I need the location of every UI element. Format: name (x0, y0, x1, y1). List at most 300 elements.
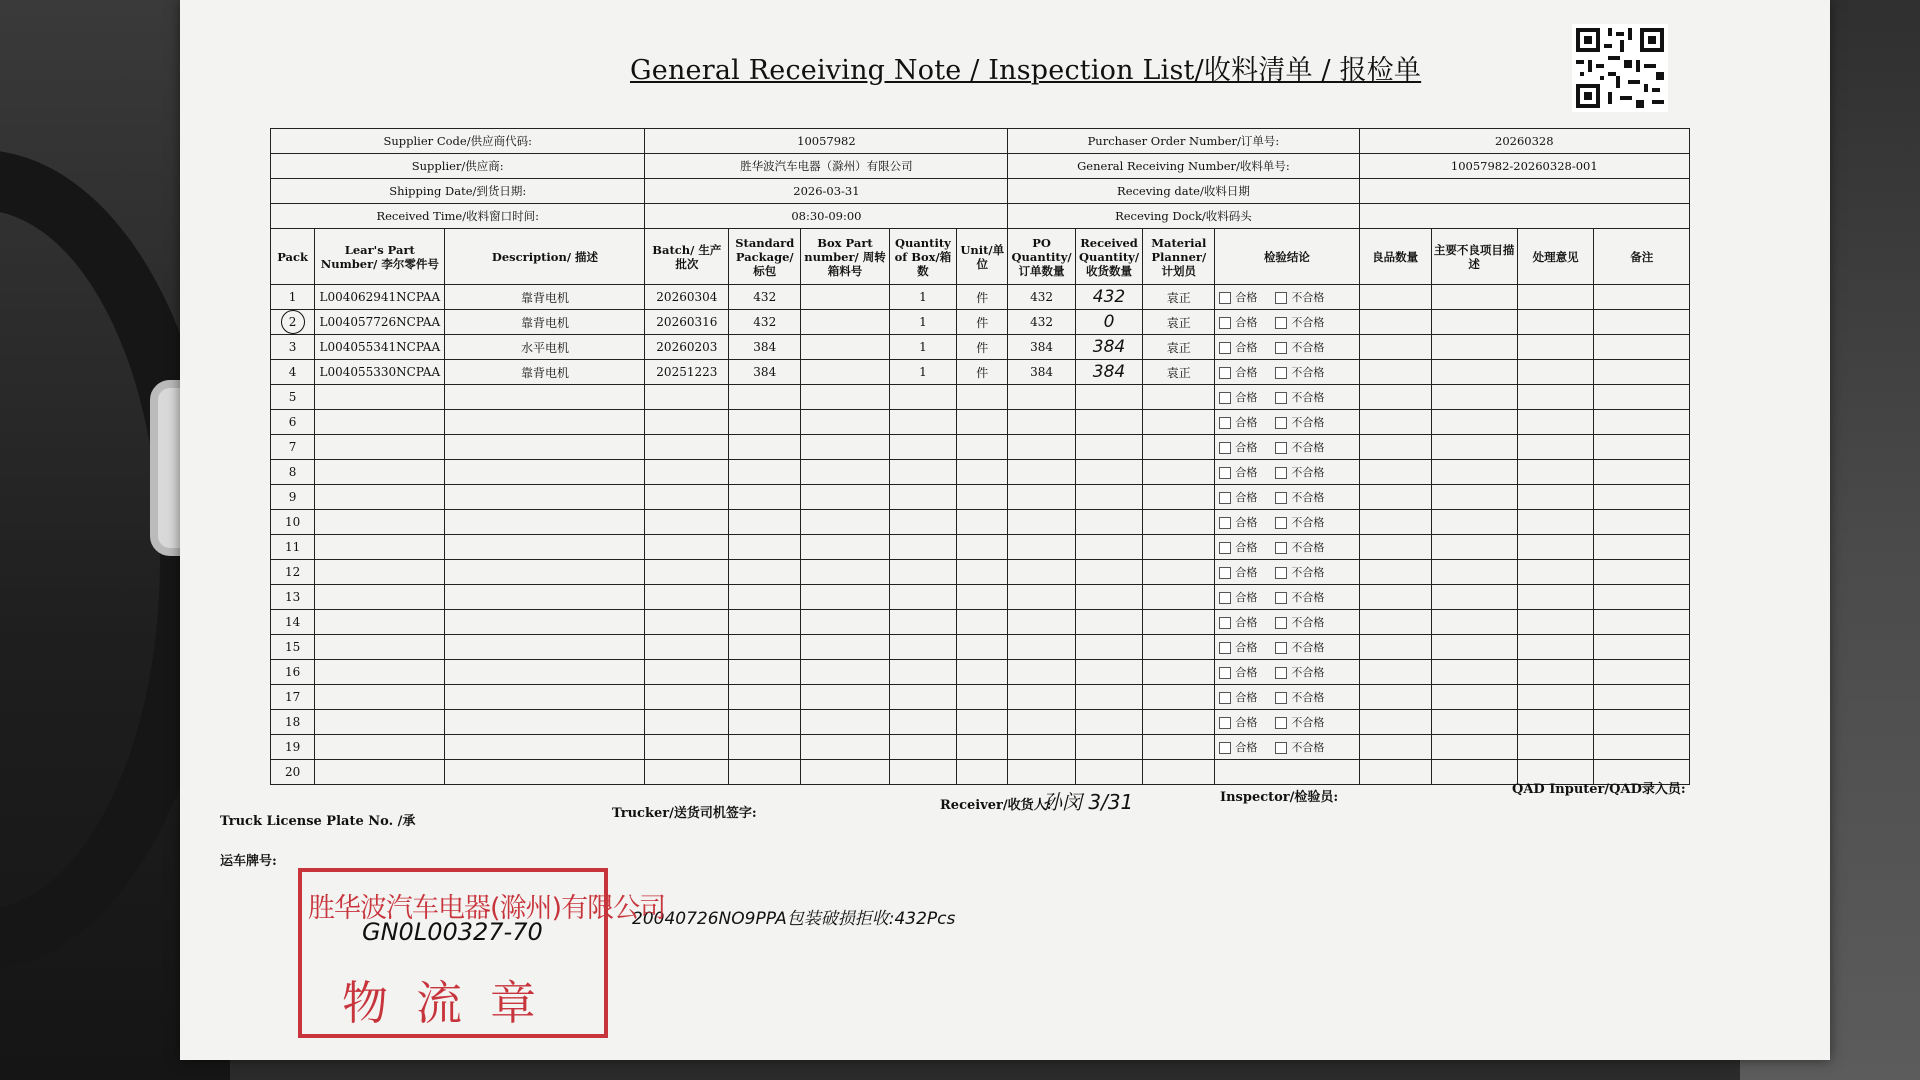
po-number-label: Purchaser Order Number/订单号: (1008, 129, 1359, 154)
good-qty-cell (1359, 335, 1431, 360)
received-qty-cell (1075, 610, 1142, 635)
part-number-cell (315, 485, 445, 510)
unit-cell: 件 (957, 360, 1008, 385)
fail-checkbox-label: 不合格 (1291, 716, 1325, 729)
disposition-cell (1517, 485, 1594, 510)
std-package-cell (729, 485, 801, 510)
part-number-cell (315, 535, 445, 560)
fail-checkbox[interactable] (1275, 492, 1287, 504)
receiver-label: Receiver/收货人: (940, 798, 1052, 813)
box-part-cell (801, 435, 889, 460)
remarks-cell (1594, 435, 1690, 460)
planner-cell (1143, 635, 1215, 660)
received-qty-cell (1075, 285, 1142, 310)
inspection-result-cell (1215, 485, 1359, 510)
pack-cell: 11 (271, 535, 315, 560)
planner-cell (1143, 410, 1215, 435)
header-row-received-time (271, 204, 1690, 229)
defect-desc-cell (1431, 585, 1517, 610)
unit-cell (957, 385, 1008, 410)
std-package-cell: 384 (729, 335, 801, 360)
column-header-row (271, 229, 1690, 285)
qty-of-box-cell (889, 685, 956, 710)
planner-cell (1143, 710, 1215, 735)
good-qty-cell (1359, 610, 1431, 635)
disposition-cell (1517, 735, 1594, 760)
handwritten-note: 20040726NO9PPA包装破损拒收:432Pcs (632, 909, 956, 929)
inspection-result-cell (1215, 335, 1359, 360)
planner-cell (1143, 385, 1215, 410)
fail-checkbox[interactable] (1275, 542, 1287, 554)
planner-cell (1143, 585, 1215, 610)
pass-checkbox-label: 合格 (1235, 516, 1258, 529)
qty-of-box-cell (889, 735, 956, 760)
disposition-cell (1517, 335, 1594, 360)
planner-cell: 袁正 (1143, 310, 1215, 335)
box-part-cell (801, 310, 889, 335)
po-qty-cell (1008, 485, 1075, 510)
good-qty-cell (1359, 460, 1431, 485)
table-row (271, 735, 1690, 760)
pass-checkbox[interactable] (1219, 567, 1231, 579)
table-row (271, 410, 1690, 435)
std-package-cell (729, 460, 801, 485)
po-qty-cell (1008, 735, 1075, 760)
planner-cell (1143, 535, 1215, 560)
part-number-cell (315, 585, 445, 610)
disposition-cell (1517, 535, 1594, 560)
received-qty-cell (1075, 560, 1142, 585)
unit-cell (957, 435, 1008, 460)
fail-checkbox[interactable] (1275, 692, 1287, 704)
pass-checkbox[interactable] (1219, 417, 1231, 429)
box-part-cell (801, 760, 889, 785)
receiving-dock-label: Receving Dock/收料码头 (1008, 204, 1359, 229)
received-qty-cell (1075, 460, 1142, 485)
good-qty-cell (1359, 510, 1431, 535)
pack-cell: 1 (271, 285, 315, 310)
description-cell: 靠背电机 (445, 285, 645, 310)
std-package-cell (729, 660, 801, 685)
planner-cell (1143, 610, 1215, 635)
qty-of-box-cell (889, 510, 956, 535)
fail-checkbox[interactable] (1275, 467, 1287, 479)
received-qty-cell (1075, 660, 1142, 685)
pass-checkbox[interactable] (1219, 292, 1231, 304)
grn-value: 10057982-20260328-001 (1359, 154, 1689, 179)
fail-checkbox[interactable] (1275, 342, 1287, 354)
col-batch: Batch/ 生产批次 (645, 229, 729, 285)
good-qty-cell (1359, 585, 1431, 610)
part-number-cell (315, 735, 445, 760)
qty-of-box-cell: 1 (889, 335, 956, 360)
col-pack: Pack (271, 229, 315, 285)
po-qty-cell (1008, 410, 1075, 435)
received-qty-cell (1075, 510, 1142, 535)
table-row (271, 435, 1690, 460)
remarks-cell (1594, 610, 1690, 635)
pack-cell: 5 (271, 385, 315, 410)
batch-cell (645, 760, 729, 785)
po-qty-cell: 384 (1008, 360, 1075, 385)
pass-checkbox[interactable] (1219, 367, 1231, 379)
batch-cell (645, 535, 729, 560)
pass-checkbox-label: 合格 (1235, 666, 1258, 679)
stamp-handwritten-note: GN0L00327-70 (362, 918, 543, 946)
disposition-cell (1517, 460, 1594, 485)
defect-desc-cell (1431, 510, 1517, 535)
unit-cell (957, 410, 1008, 435)
col-po-qty: PO Quantity/ 订单数量 (1008, 229, 1075, 285)
pack-cell: 14 (271, 610, 315, 635)
unit-cell: 件 (957, 310, 1008, 335)
std-package-cell (729, 685, 801, 710)
pass-checkbox[interactable] (1219, 317, 1231, 329)
pass-checkbox[interactable] (1219, 717, 1231, 729)
box-part-cell (801, 735, 889, 760)
fail-checkbox-label: 不合格 (1291, 516, 1325, 529)
inspection-result-cell (1215, 635, 1359, 660)
po-qty-cell (1008, 610, 1075, 635)
pack-cell: 13 (271, 585, 315, 610)
std-package-cell (729, 510, 801, 535)
received-time-label: Received Time/收料窗口时间: (271, 204, 645, 229)
fail-checkbox[interactable] (1275, 517, 1287, 529)
inspection-result-cell (1215, 585, 1359, 610)
po-qty-cell (1008, 760, 1075, 785)
fail-checkbox[interactable] (1275, 717, 1287, 729)
received-qty-cell (1075, 435, 1142, 460)
batch-cell: 20260304 (645, 285, 729, 310)
box-part-cell (801, 410, 889, 435)
fail-checkbox-label: 不合格 (1291, 441, 1325, 454)
fail-checkbox-label: 不合格 (1291, 466, 1325, 479)
logistics-stamp (298, 868, 666, 1038)
pass-checkbox-label: 合格 (1235, 541, 1258, 554)
defect-desc-cell (1431, 535, 1517, 560)
fail-checkbox[interactable] (1275, 742, 1287, 754)
unit-cell: 件 (957, 335, 1008, 360)
handwritten-received-qty: 0 (1103, 312, 1115, 332)
fail-checkbox-label: 不合格 (1291, 541, 1325, 554)
description-cell (445, 460, 645, 485)
po-qty-cell (1008, 635, 1075, 660)
planner-cell: 袁正 (1143, 360, 1215, 385)
part-number-cell: L004057726NCPAA (315, 310, 445, 335)
good-qty-cell (1359, 360, 1431, 385)
inspection-result-cell (1215, 660, 1359, 685)
description-cell (445, 510, 645, 535)
fail-checkbox[interactable] (1275, 642, 1287, 654)
header-row-shipping-date (271, 179, 1690, 204)
po-qty-cell: 384 (1008, 335, 1075, 360)
unit-cell (957, 735, 1008, 760)
unit-cell (957, 710, 1008, 735)
remarks-cell (1594, 285, 1690, 310)
defect-desc-cell (1431, 760, 1517, 785)
remarks-cell (1594, 735, 1690, 760)
table-row (271, 460, 1690, 485)
unit-cell (957, 635, 1008, 660)
po-qty-cell (1008, 385, 1075, 410)
remarks-cell (1594, 460, 1690, 485)
pass-checkbox[interactable] (1219, 492, 1231, 504)
pack-cell: 17 (271, 685, 315, 710)
std-package-cell: 432 (729, 310, 801, 335)
fail-checkbox-label: 不合格 (1291, 591, 1325, 604)
box-part-cell (801, 385, 889, 410)
supplier-label: Supplier/供应商: (271, 154, 645, 179)
defect-desc-cell (1431, 360, 1517, 385)
po-qty-cell (1008, 510, 1075, 535)
receiving-date-value (1359, 179, 1689, 204)
box-part-cell (801, 610, 889, 635)
std-package-cell (729, 610, 801, 635)
box-part-cell (801, 485, 889, 510)
disposition-cell (1517, 385, 1594, 410)
stamp-label: 物流章 (342, 976, 564, 1030)
defect-desc-cell (1431, 385, 1517, 410)
box-part-cell (801, 660, 889, 685)
pass-checkbox[interactable] (1219, 342, 1231, 354)
description-cell (445, 760, 645, 785)
std-package-cell (729, 735, 801, 760)
box-part-cell (801, 710, 889, 735)
inspection-result-cell (1215, 410, 1359, 435)
std-package-cell (729, 410, 801, 435)
fail-checkbox[interactable] (1275, 392, 1287, 404)
fail-checkbox-label: 不合格 (1291, 566, 1325, 579)
po-qty-cell (1008, 585, 1075, 610)
po-qty-cell (1008, 535, 1075, 560)
good-qty-cell (1359, 385, 1431, 410)
box-part-cell (801, 535, 889, 560)
qty-of-box-cell (889, 460, 956, 485)
unit-cell (957, 685, 1008, 710)
pass-checkbox[interactable] (1219, 442, 1231, 454)
planner-cell (1143, 760, 1215, 785)
receiving-table (270, 128, 1690, 785)
pass-checkbox[interactable] (1219, 542, 1231, 554)
pass-checkbox[interactable] (1219, 517, 1231, 529)
fail-checkbox-label: 不合格 (1291, 491, 1325, 504)
pass-checkbox-label: 合格 (1235, 291, 1258, 304)
po-qty-cell (1008, 660, 1075, 685)
pass-checkbox[interactable] (1219, 692, 1231, 704)
pass-checkbox-label: 合格 (1235, 591, 1258, 604)
unit-cell (957, 485, 1008, 510)
disposition-cell (1517, 635, 1594, 660)
col-box-part: Box Part number/ 周转箱料号 (801, 229, 889, 285)
part-number-cell: L004055341NCPAA (315, 335, 445, 360)
po-number-value: 20260328 (1359, 129, 1689, 154)
pack-cell: 15 (271, 635, 315, 660)
planner-cell (1143, 510, 1215, 535)
pass-checkbox[interactable] (1219, 617, 1231, 629)
qad-label: QAD Inputer/QAD录入员: (1512, 782, 1686, 797)
part-number-cell (315, 660, 445, 685)
planner-cell (1143, 460, 1215, 485)
pass-checkbox[interactable] (1219, 392, 1231, 404)
good-qty-cell (1359, 535, 1431, 560)
unit-cell (957, 610, 1008, 635)
box-part-cell (801, 285, 889, 310)
po-qty-cell (1008, 685, 1075, 710)
std-package-cell (729, 385, 801, 410)
grn-label: General Receiving Number/收料单号: (1008, 154, 1359, 179)
qty-of-box-cell (889, 585, 956, 610)
table-row (271, 310, 1690, 335)
trucker-label: Trucker/送货司机签字: (612, 806, 757, 821)
defect-desc-cell (1431, 485, 1517, 510)
pack-cell: 8 (271, 460, 315, 485)
table-row (271, 510, 1690, 535)
qty-of-box-cell (889, 660, 956, 685)
planner-cell: 袁正 (1143, 285, 1215, 310)
planner-cell (1143, 735, 1215, 760)
col-inspection-result: 检验结论 (1215, 229, 1359, 285)
description-cell (445, 535, 645, 560)
received-qty-cell (1075, 760, 1142, 785)
batch-cell (645, 635, 729, 660)
fail-checkbox[interactable] (1275, 417, 1287, 429)
remarks-cell (1594, 710, 1690, 735)
table-row (271, 585, 1690, 610)
truck-label: Truck License Plate No. /承 (220, 814, 416, 829)
receiving-date-label: Receving date/收料日期 (1008, 179, 1359, 204)
fail-checkbox[interactable] (1275, 442, 1287, 454)
receiving-note-paper (180, 0, 1830, 1060)
pass-checkbox[interactable] (1219, 592, 1231, 604)
pass-checkbox-label: 合格 (1235, 691, 1258, 704)
unit-cell (957, 560, 1008, 585)
fail-checkbox[interactable] (1275, 617, 1287, 629)
batch-cell (645, 510, 729, 535)
col-planner: Material Planner/ 计划员 (1143, 229, 1215, 285)
received-qty-cell (1075, 710, 1142, 735)
inspector-label: Inspector/检验员: (1220, 790, 1339, 805)
fail-checkbox[interactable] (1275, 367, 1287, 379)
box-part-cell (801, 585, 889, 610)
planner-cell (1143, 560, 1215, 585)
col-disposition: 处理意见 (1517, 229, 1594, 285)
batch-cell (645, 585, 729, 610)
fail-checkbox-label: 不合格 (1291, 416, 1325, 429)
remarks-cell (1594, 335, 1690, 360)
std-package-cell: 384 (729, 360, 801, 385)
good-qty-cell (1359, 435, 1431, 460)
defect-desc-cell (1431, 635, 1517, 660)
remarks-cell (1594, 560, 1690, 585)
pass-checkbox[interactable] (1219, 467, 1231, 479)
pack-cell: 16 (271, 660, 315, 685)
pass-checkbox[interactable] (1219, 667, 1231, 679)
disposition-cell (1517, 585, 1594, 610)
pack-cell: 3 (271, 335, 315, 360)
pass-checkbox-label: 合格 (1235, 391, 1258, 404)
table-row (271, 360, 1690, 385)
pass-checkbox-label: 合格 (1235, 466, 1258, 479)
description-cell (445, 635, 645, 660)
inspection-result-cell (1215, 460, 1359, 485)
table-body (271, 285, 1690, 785)
received-qty-cell (1075, 535, 1142, 560)
table-row (271, 660, 1690, 685)
received-qty-cell (1075, 310, 1142, 335)
received-qty-cell (1075, 385, 1142, 410)
fail-checkbox[interactable] (1275, 592, 1287, 604)
unit-cell (957, 760, 1008, 785)
part-number-cell (315, 635, 445, 660)
good-qty-cell (1359, 760, 1431, 785)
inspection-result-cell (1215, 685, 1359, 710)
table-row (271, 385, 1690, 410)
pack-cell: 4 (271, 360, 315, 385)
good-qty-cell (1359, 285, 1431, 310)
po-qty-cell (1008, 460, 1075, 485)
remarks-cell (1594, 635, 1690, 660)
remarks-cell (1594, 485, 1690, 510)
part-number-cell (315, 560, 445, 585)
defect-desc-cell (1431, 560, 1517, 585)
qty-of-box-cell (889, 385, 956, 410)
box-part-cell (801, 460, 889, 485)
table-row (271, 685, 1690, 710)
received-qty-cell (1075, 585, 1142, 610)
receiving-dock-value (1359, 204, 1689, 229)
col-defect-desc: 主要不良项目描述 (1431, 229, 1517, 285)
fail-checkbox[interactable] (1275, 667, 1287, 679)
unit-cell (957, 660, 1008, 685)
part-number-cell (315, 610, 445, 635)
pass-checkbox-label: 合格 (1235, 441, 1258, 454)
qty-of-box-cell (889, 485, 956, 510)
good-qty-cell (1359, 410, 1431, 435)
defect-desc-cell (1431, 435, 1517, 460)
fail-checkbox[interactable] (1275, 567, 1287, 579)
pass-checkbox[interactable] (1219, 642, 1231, 654)
inspection-result-cell (1215, 385, 1359, 410)
inspection-result-cell (1215, 285, 1359, 310)
table-row (271, 635, 1690, 660)
pass-checkbox[interactable] (1219, 742, 1231, 754)
qty-of-box-cell (889, 760, 956, 785)
pack-cell: 7 (271, 435, 315, 460)
good-qty-cell (1359, 710, 1431, 735)
description-cell (445, 660, 645, 685)
received-time-value: 08:30-09:00 (645, 204, 1008, 229)
pack-cell: 20 (271, 760, 315, 785)
remarks-cell (1594, 410, 1690, 435)
inspection-result-cell (1215, 760, 1359, 785)
description-cell (445, 685, 645, 710)
fail-checkbox[interactable] (1275, 317, 1287, 329)
good-qty-cell (1359, 560, 1431, 585)
std-package-cell (729, 560, 801, 585)
fail-checkbox[interactable] (1275, 292, 1287, 304)
pass-checkbox-label: 合格 (1235, 616, 1258, 629)
part-number-cell (315, 760, 445, 785)
description-cell: 靠背电机 (445, 360, 645, 385)
pass-checkbox-label: 合格 (1235, 341, 1258, 354)
po-qty-cell (1008, 435, 1075, 460)
table-row (271, 285, 1690, 310)
batch-cell (645, 460, 729, 485)
disposition-cell (1517, 310, 1594, 335)
received-qty-cell (1075, 485, 1142, 510)
defect-desc-cell (1431, 310, 1517, 335)
disposition-cell (1517, 510, 1594, 535)
